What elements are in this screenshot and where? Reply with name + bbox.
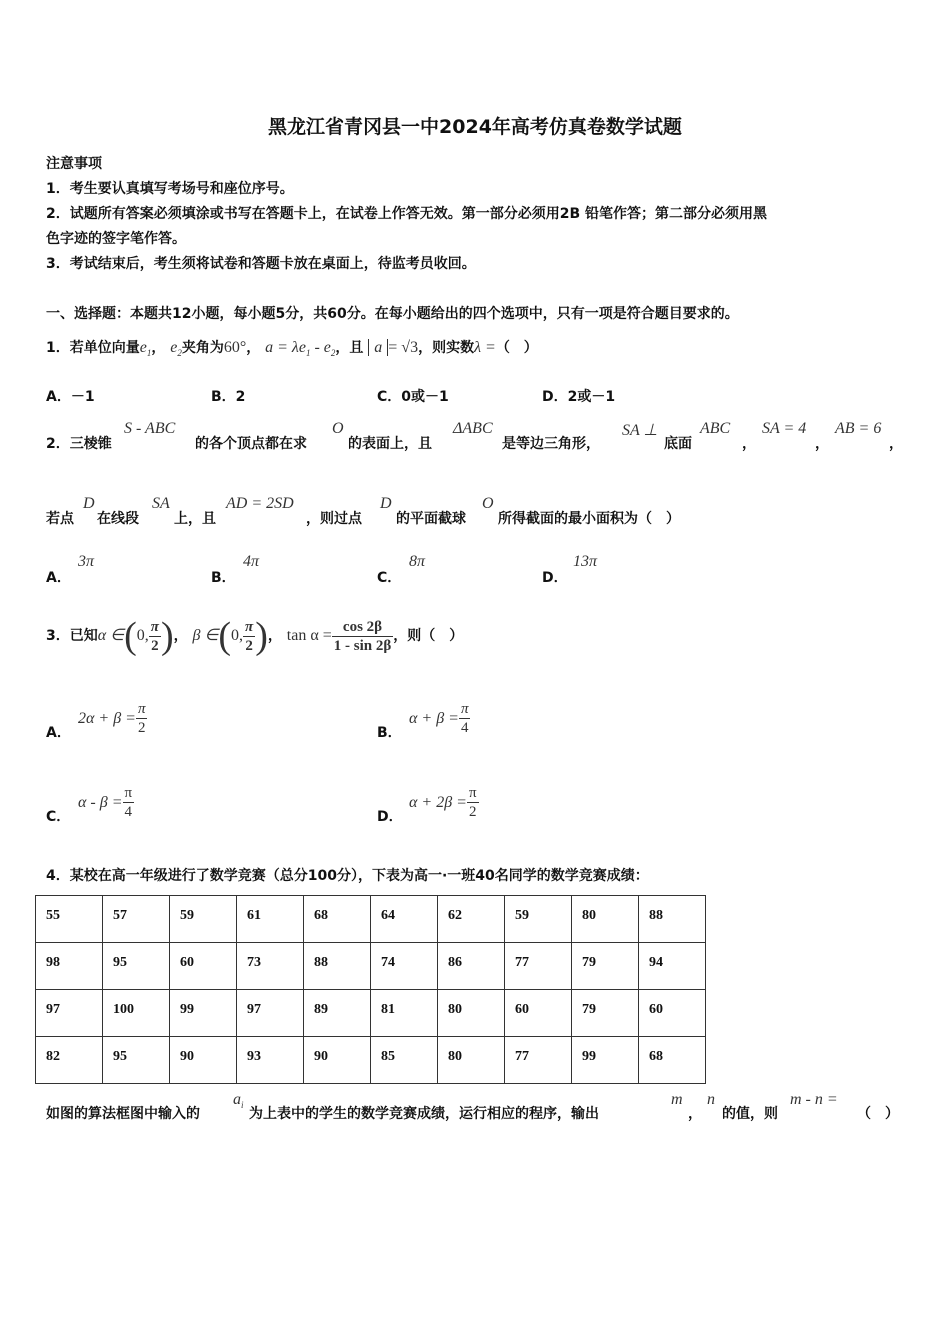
q4-ai: $a_i$	[233, 1091, 244, 1111]
table-cell: 77	[505, 943, 572, 990]
table-row	[36, 1037, 706, 1084]
notice-item-1: 1．考生要认真填写考场号和座位序号。	[46, 181, 294, 197]
q1-text-2: 夹角为	[181, 340, 224, 356]
q3-paren-close-2: )	[255, 615, 268, 657]
q2-option-d-value: 13π	[573, 553, 598, 570]
q1-text-4: ，则实数	[418, 340, 475, 356]
table-cell: 95	[103, 1037, 170, 1084]
q2-text-4: 是等边三角形，	[502, 436, 600, 452]
table-cell: 90	[304, 1037, 371, 1084]
q1-expr: $a = \lambda e_1 - e_2$	[265, 339, 336, 359]
q4-text-after-2: 为上表中的学生的数学竞赛成绩，运行相应的程序，输出	[249, 1106, 599, 1122]
q2-text-7: 在线段	[97, 511, 139, 527]
q2-option-c-label: C．	[377, 570, 402, 586]
q2-perp: SA ⊥	[622, 422, 658, 439]
notice-item-2: 2．试题所有答案必须填涂或书写在答题卡上，在试卷上作答无效。第一部分必须用2B 铅笔作答；第二部分必须用黑	[46, 206, 768, 222]
table-cell: 94	[639, 943, 706, 990]
question-3	[46, 612, 463, 660]
q2-point-d: D	[83, 495, 95, 512]
table-cell: 100	[103, 990, 170, 1037]
table-cell: 60	[505, 990, 572, 1037]
q3-option-d	[409, 784, 479, 821]
q2-text-6: 若点	[46, 511, 74, 527]
q3-paren-open-2: (	[218, 615, 232, 657]
table-cell: 81	[371, 990, 438, 1037]
q3-option-a-label: A．	[46, 725, 71, 741]
table-cell: 88	[639, 896, 706, 943]
q2-ab-length: AB = 6	[835, 420, 882, 437]
q3-text-1: 3．已知	[46, 628, 98, 644]
q1-option-a: A．－1	[46, 389, 95, 405]
q3-beta-in: β ∈	[192, 627, 219, 644]
q3-comma-2: ，	[267, 628, 282, 644]
table-cell: 85	[371, 1037, 438, 1084]
question-1	[46, 333, 538, 368]
q2-option-a-label: A．	[46, 570, 71, 586]
table-row	[36, 896, 706, 943]
q2-triangle: ΔABC	[453, 420, 493, 437]
q3-option-b-label: B．	[377, 725, 402, 741]
q3-tan: tan α =	[286, 627, 332, 644]
q3-option-b-expr: α + β =	[409, 710, 459, 727]
q2-abc: ABC	[700, 420, 731, 437]
table-cell: 86	[438, 943, 505, 990]
table-cell: 79	[572, 943, 639, 990]
q4-m: m	[671, 1091, 683, 1108]
page-title: 黑龙江省青冈县一中2024年高考仿真卷数学试题	[268, 116, 682, 138]
table-cell: 61	[237, 896, 304, 943]
q1-comma: ，	[151, 340, 166, 356]
q2-text-2: 的各个顶点都在求	[195, 436, 307, 452]
table-cell: 80	[438, 1037, 505, 1084]
table-cell: 74	[371, 943, 438, 990]
q2-text-3: 的表面上，且	[348, 436, 432, 452]
table-cell: 60	[170, 943, 237, 990]
q2-segment-sa: SA	[152, 495, 170, 512]
q3-option-c-label: C．	[46, 809, 71, 825]
table-cell: 98	[36, 943, 103, 990]
q2-comma-3: ，	[889, 436, 903, 452]
q3-alpha-in: α ∈	[97, 627, 125, 644]
q2-comma-2: ，	[815, 436, 829, 452]
q3-option-d-expr: α + 2β =	[409, 794, 467, 811]
q4-n: n	[707, 1091, 715, 1108]
scores-table	[35, 895, 706, 1084]
q3-zero-2: 0,	[231, 627, 244, 644]
q2-option-a-value: 3π	[78, 553, 95, 570]
q1-option-d: D．2或－1	[542, 389, 616, 405]
q1-e2: $e_2$	[170, 339, 182, 359]
q3-option-b	[409, 700, 470, 737]
q2-ad-eq: AD = 2SD	[226, 495, 294, 512]
table-cell: 64	[371, 896, 438, 943]
q1-text-1: 1．若单位向量	[46, 340, 140, 356]
table-cell: 77	[505, 1037, 572, 1084]
q1-eq-sqrt3: = √3	[388, 339, 419, 356]
q1-comma-2: ，	[246, 340, 261, 356]
table-cell: 97	[36, 990, 103, 1037]
q2-option-c-value: 8π	[409, 553, 426, 570]
q3-comma-1: ，	[173, 628, 188, 644]
table-row	[36, 990, 706, 1037]
table-cell: 68	[639, 1037, 706, 1084]
table-cell: 80	[438, 990, 505, 1037]
section-heading: 一、选择题：本题共12小题，每小题5分，共60分。在每小题给出的四个选项中，只有一项是符合题目要求的。	[46, 306, 739, 322]
table-cell: 90	[170, 1037, 237, 1084]
table-cell: 62	[438, 896, 505, 943]
table-cell: 57	[103, 896, 170, 943]
table-cell: 68	[304, 896, 371, 943]
notice-item-2-cont: 色字迹的签字笔作答。	[46, 231, 186, 247]
q4-comma: ，	[688, 1106, 702, 1122]
q4-paren: （ ）	[857, 1106, 899, 1122]
q3-paren-open-1: (	[124, 615, 137, 657]
q3-pi-over-2-a: $\frac{\pi}{2}$	[150, 618, 159, 654]
q2-point-d-2: D	[380, 495, 392, 512]
q3-option-a-expr: 2α + β =	[78, 710, 136, 727]
q3-option-c-frac: $\frac{\pi}{4}$	[124, 785, 133, 820]
q2-text-11: 所得截面的最小面积为（ ）	[498, 511, 680, 527]
table-cell: 97	[237, 990, 304, 1037]
q3-option-d-frac: $\frac{\pi}{2}$	[468, 785, 477, 820]
notice-heading: 注意事项	[46, 156, 102, 172]
q1-abs-a: a	[368, 339, 388, 356]
q2-text-1: 2．三棱锥	[46, 436, 112, 452]
table-cell: 88	[304, 943, 371, 990]
table-cell: 99	[170, 990, 237, 1037]
q1-paren: （ ）	[495, 340, 538, 356]
q2-pyramid: S - ABC	[124, 420, 176, 437]
q3-text-2: ，则（ ）	[393, 628, 464, 644]
table-cell: 82	[36, 1037, 103, 1084]
table-cell: 59	[170, 896, 237, 943]
q2-sa-length: SA = 4	[762, 420, 807, 437]
q2-option-b-label: B．	[211, 570, 236, 586]
q2-text-10: 的平面截球	[396, 511, 466, 527]
notice-item-3: 3．考试结束后，考生须将试卷和答题卡放在桌面上，待监考员收回。	[46, 256, 476, 272]
q3-option-c	[78, 784, 134, 821]
q3-option-d-label: D．	[377, 809, 403, 825]
table-cell: 80	[572, 896, 639, 943]
q4-text-after-1: 如图的算法框图中输入的	[46, 1106, 200, 1122]
table-row	[36, 943, 706, 990]
q1-lambda: λ =	[474, 339, 496, 356]
q3-option-b-frac: $\frac{\pi}{4}$	[460, 701, 469, 736]
q3-option-a-frac: $\frac{\pi}{2}$	[137, 701, 146, 736]
q4-text-after-3: 的值，则	[722, 1106, 778, 1122]
q2-sphere-o-2: O	[482, 495, 494, 512]
table-cell: 59	[505, 896, 572, 943]
q1-text-3: ，且	[335, 340, 364, 356]
q2-comma-1: ，	[742, 436, 756, 452]
q4-m-minus-n: m - n =	[790, 1091, 838, 1108]
q1-angle: 60°	[223, 339, 247, 356]
table-cell: 73	[237, 943, 304, 990]
table-cell: 93	[237, 1037, 304, 1084]
table-cell: 79	[572, 990, 639, 1037]
table-cell: 89	[304, 990, 371, 1037]
q2-text-9: ，则过点	[306, 511, 362, 527]
q3-pi-over-2-b: $\frac{\pi}{2}$	[245, 618, 254, 654]
q3-option-a	[78, 700, 147, 737]
table-cell: 95	[103, 943, 170, 990]
q1-option-c: C．0或－1	[377, 389, 449, 405]
q1-e1: $e_1$	[139, 339, 152, 359]
q3-fraction: $\frac{\cos 2\beta}{1 - \sin 2\beta}$	[333, 618, 392, 654]
q2-option-d-label: D．	[542, 570, 568, 586]
table-cell: 60	[639, 990, 706, 1037]
q3-paren-close-1: )	[160, 615, 174, 657]
q2-text-8: 上，且	[174, 511, 216, 527]
q1-option-b: B．2	[211, 389, 246, 405]
q2-text-5: 底面	[664, 436, 692, 452]
table-cell: 55	[36, 896, 103, 943]
q3-zero-1: 0,	[136, 627, 149, 644]
q2-sphere-o: O	[332, 420, 344, 437]
q3-option-c-expr: α - β =	[78, 794, 123, 811]
q2-option-b-value: 4π	[243, 553, 260, 570]
q4-text: 4．某校在高一年级进行了数学竞赛（总分100分），下表为高一·一班40名同学的数学竞赛成绩：	[46, 868, 649, 884]
table-cell: 99	[572, 1037, 639, 1084]
